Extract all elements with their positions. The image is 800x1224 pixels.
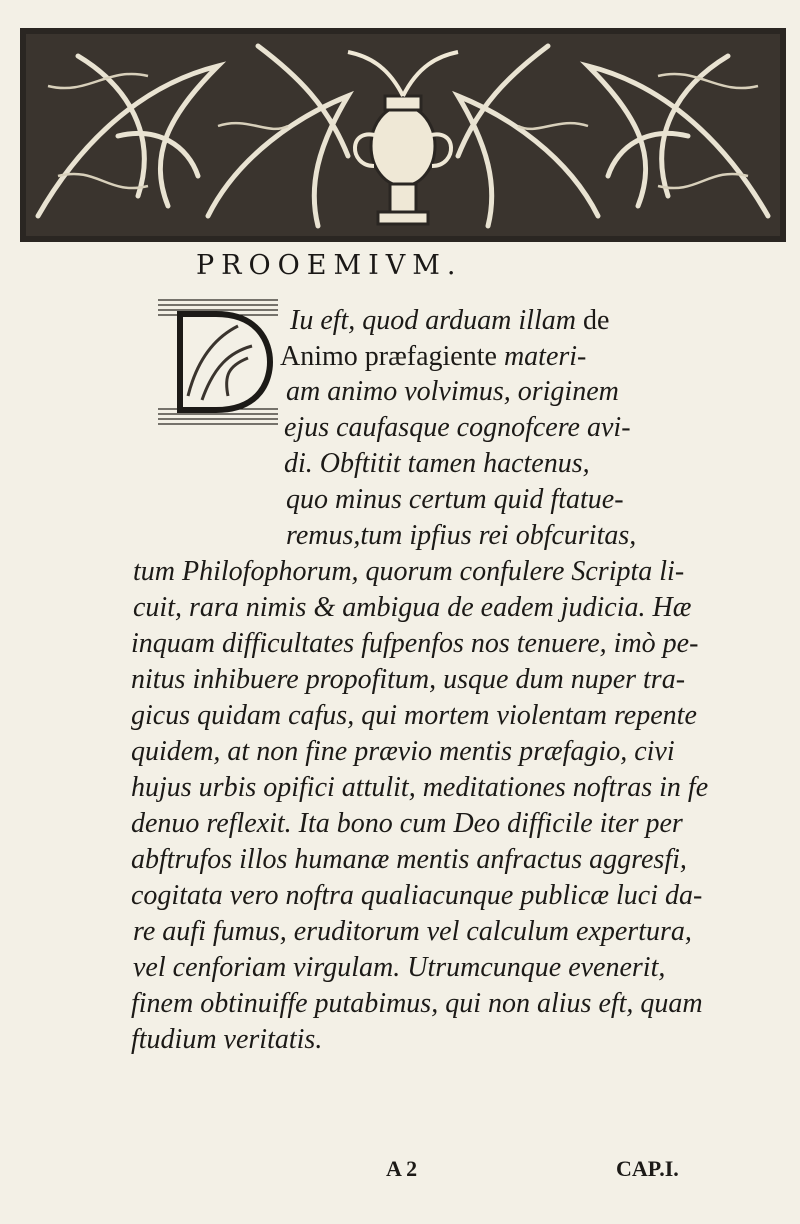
text-line-7: remus,tum ipfius rei obfcuritas, xyxy=(286,520,637,551)
text-line-21: ftudium veritatis. xyxy=(131,1024,323,1055)
text-line-5: di. Obftitit tamen hactenus, xyxy=(284,448,590,479)
text-line-15: denuo reflexit. Ita bono cum Deo difficile iter per xyxy=(131,808,683,839)
text-line-14: hujus urbis opifici attulit, meditationes noftras in fe xyxy=(131,772,709,803)
text-line-16: abftrufos illos humanæ mentis anfractus aggresfi, xyxy=(131,844,687,875)
text-line-4: ejus caufasque cognofcere avi- xyxy=(284,412,631,443)
text-line-13: quidem, at non fine prævio mentis præfagio, civi xyxy=(131,736,675,767)
text-line-8: tum Philofophorum, quorum confulere Scripta li- xyxy=(133,556,685,587)
decorated-initial xyxy=(158,296,278,428)
signature-mark: A 2 xyxy=(386,1156,418,1181)
text-line-20: finem obtinuiffe putabimus, qui non alius eft, quam xyxy=(131,988,703,1019)
text-line-18: re aufi fumus, eruditorum vel calculum expertura, xyxy=(133,916,692,947)
text-line-1: Iu eft, quod arduam illam de xyxy=(290,305,610,336)
catchword: CAP.I. xyxy=(616,1156,679,1181)
text-line-12: gicus quidam cafus, qui mortem violentam repente xyxy=(131,700,697,731)
ornamental-headpiece xyxy=(18,26,788,244)
text-line-17: cogitata vero noftra qualiacunque publicæ luci da- xyxy=(131,880,703,911)
text-line-3: am animo volvimus, originem xyxy=(286,376,619,407)
text-line-19: vel cenforiam virgulam. Utrumcunque evenerit, xyxy=(133,952,666,983)
text-line-9: cuit, rara nimis & ambigua de eadem judicia. Hæ xyxy=(133,592,692,623)
text-line-2: Animo præfagiente materi- xyxy=(280,341,587,372)
text-line-6: quo minus certum quid ftatue- xyxy=(286,484,624,515)
text-line-10: inquam difficultates fufpenfos nos tenuere, imò pe- xyxy=(131,628,699,659)
section-heading: PROOEMIVM. xyxy=(196,250,463,281)
text-line-11: nitus inhibuere propofitum, usque dum nuper tra- xyxy=(131,664,686,695)
